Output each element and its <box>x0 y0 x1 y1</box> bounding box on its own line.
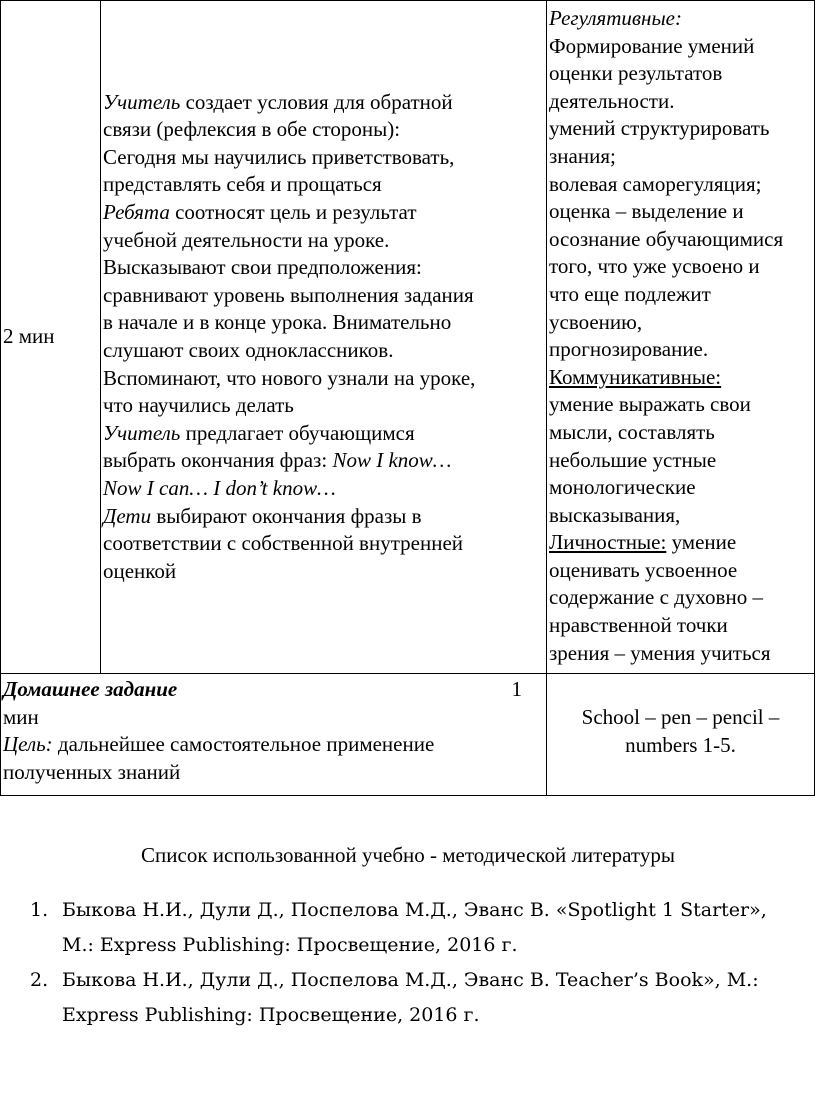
skills-line <box>549 198 814 226</box>
description-line <box>103 254 544 282</box>
skills-text-part: высказывания, <box>549 502 681 527</box>
skills-line <box>549 171 814 199</box>
description-line <box>103 282 544 310</box>
description-text-part: представлять себя и прощаться <box>103 172 382 197</box>
description-line <box>103 475 544 503</box>
description-line <box>103 420 544 448</box>
skills-text-part: небольшие устные <box>549 447 717 472</box>
description-text-part: слушают своих одноклассников. <box>103 338 394 362</box>
list-number: 2. <box>30 969 49 991</box>
description-text-part: связи (рефлексия в обе стороны): <box>103 117 401 142</box>
skills-line <box>549 584 814 612</box>
skills-text-part: того, что уже усвоено и <box>549 254 760 279</box>
skills-line <box>549 143 814 171</box>
description-text-part: соответствии с собственной внутренней <box>103 531 464 556</box>
skills-line <box>549 309 814 337</box>
table-row <box>1 1 815 674</box>
skills-text-part: умений структурировать <box>549 116 770 141</box>
description-italic: Учитель <box>103 420 181 445</box>
skills-text-part: усвоению, <box>549 309 643 334</box>
skills-line <box>549 336 814 364</box>
time-text: 2 мин <box>3 324 55 349</box>
skills-text-part: мысли, составлять <box>549 419 715 444</box>
skills-text-part: Регулятивные: <box>549 6 682 30</box>
homework-result-line: numbers 1-5. <box>625 732 736 757</box>
description-line <box>103 171 544 199</box>
skills-line <box>549 474 814 502</box>
skills-line <box>549 557 814 585</box>
skills-text-part: волевая саморегуляция; <box>549 171 762 196</box>
description-text-part: предлагает обучающимся <box>180 420 415 445</box>
skills-line <box>549 253 814 281</box>
skills-line <box>549 419 814 447</box>
skills-line <box>549 391 814 419</box>
skills-text-part: зрения – умения учиться <box>549 640 771 665</box>
skills-text-part: знания; <box>549 143 616 168</box>
description-line <box>103 309 544 337</box>
skills-line <box>549 640 814 668</box>
homework-cell <box>1 674 547 796</box>
skills-text-part: деятельности. <box>549 88 675 113</box>
skills-line <box>549 447 814 475</box>
description-line <box>103 365 544 393</box>
homework-duration-number: 1 <box>511 677 522 701</box>
skills-text-part: Коммуникативные: <box>549 364 722 389</box>
literature-line: Быкова Н.И., Дули Д., Поспелова М.Д., Эванс В. «Spotlight 1 Starter», <box>62 899 767 921</box>
description-line <box>103 392 544 420</box>
skills-text-part: монологические <box>549 475 696 500</box>
skills-text-part: оценка – выделение и <box>549 199 744 224</box>
description-italic: Учитель <box>103 89 181 114</box>
description-italic: Now I can… I don’t know… <box>103 475 336 500</box>
description-line <box>103 116 544 144</box>
description-text-part: что научились делать <box>103 393 294 418</box>
skills-line <box>549 502 814 530</box>
description-line <box>103 503 544 531</box>
skills-line <box>549 529 814 557</box>
description-line <box>103 144 544 172</box>
skills-line <box>549 281 814 309</box>
skills-line <box>549 88 814 116</box>
skills-line <box>549 226 814 254</box>
description-text-part: Сегодня мы научились приветствовать, <box>103 144 455 169</box>
description-text-part: Вспоминают, что нового узнали на уроке, <box>103 365 476 390</box>
description-line <box>103 530 544 558</box>
description-cell <box>101 1 547 674</box>
list-item <box>30 893 816 963</box>
description-text-part: Высказывают свои предположения: <box>103 255 422 280</box>
skills-text-part: оценки результатов <box>549 61 723 86</box>
skills-text-part: умение выражать свои <box>549 392 751 417</box>
description-text-part: сравнивают уровень выполнения задания <box>103 282 474 307</box>
homework-duration-unit: мин <box>3 704 39 729</box>
description-text-part: оценкой <box>103 558 177 583</box>
description-italic: Дети <box>103 503 152 528</box>
skills-text-part: умение <box>666 530 737 555</box>
skills-text-part: Личностные: <box>549 530 667 555</box>
description-text-part: выбирают окончания фразы в <box>151 503 422 528</box>
skills-text-part: осознание обучающимися <box>549 226 784 251</box>
skills-line <box>549 115 814 143</box>
description-text-part: создает условия для обратной <box>180 89 453 114</box>
description-line <box>103 227 544 255</box>
homework-goal-text-2: полученных знаний <box>3 759 181 784</box>
homework-goal-text: дальнейшее самостоятельное применение <box>52 732 435 757</box>
skills-line <box>549 33 814 61</box>
homework-title: Домашнее задание <box>3 677 178 701</box>
homework-result-cell <box>547 674 815 796</box>
description-text-part: учебной деятельности на уроке. <box>103 227 390 252</box>
homework-result-line: School – pen – pencil – <box>581 705 780 729</box>
skills-text-part: прогнозирование. <box>549 337 709 362</box>
description-text-part: соотносят цель и результат <box>169 200 417 225</box>
description-text-part: в начале и в конце урока. Внимательно <box>103 310 452 335</box>
skills-text-part: нравственной точки <box>549 613 728 638</box>
description-line <box>103 199 544 227</box>
skills-line <box>549 60 814 88</box>
description-line <box>103 337 544 365</box>
description-italic: Ребята <box>103 200 170 225</box>
skills-text-part: что еще подлежит <box>549 281 711 306</box>
literature-title: Список использованной учебно - методической литературы <box>141 843 675 867</box>
description-line <box>103 558 544 586</box>
skills-text <box>549 5 814 667</box>
description-text-part: выбрать окончания фраз: <box>103 448 333 473</box>
literature-line: М.: Express Publishing: Просвещение, 2016 г. <box>62 934 518 956</box>
table-row <box>1 674 815 796</box>
skills-line <box>549 5 814 33</box>
skills-text-part: содержание с духовно – <box>549 585 763 610</box>
description-text <box>103 89 544 586</box>
list-number: 1. <box>30 899 49 921</box>
description-italic: Now I know… <box>332 448 452 473</box>
list-item <box>30 963 816 1033</box>
skills-line <box>549 612 814 640</box>
literature-line: Express Publishing: Просвещение, 2016 г. <box>62 1004 480 1026</box>
literature-line: Быкова Н.И., Дули Д., Поспелова М.Д., Эванс В. Teacher’s Book», М.: <box>62 969 759 991</box>
skills-text-part: оценивать усвоенное <box>549 557 738 582</box>
skills-text-part: Формирование умений <box>549 33 755 58</box>
time-cell <box>1 1 101 674</box>
homework-goal-label: Цель: <box>3 732 53 757</box>
description-line <box>103 89 544 117</box>
skills-line <box>549 364 814 392</box>
description-line <box>103 447 544 475</box>
literature-list <box>30 893 816 1033</box>
skills-cell <box>547 1 815 674</box>
